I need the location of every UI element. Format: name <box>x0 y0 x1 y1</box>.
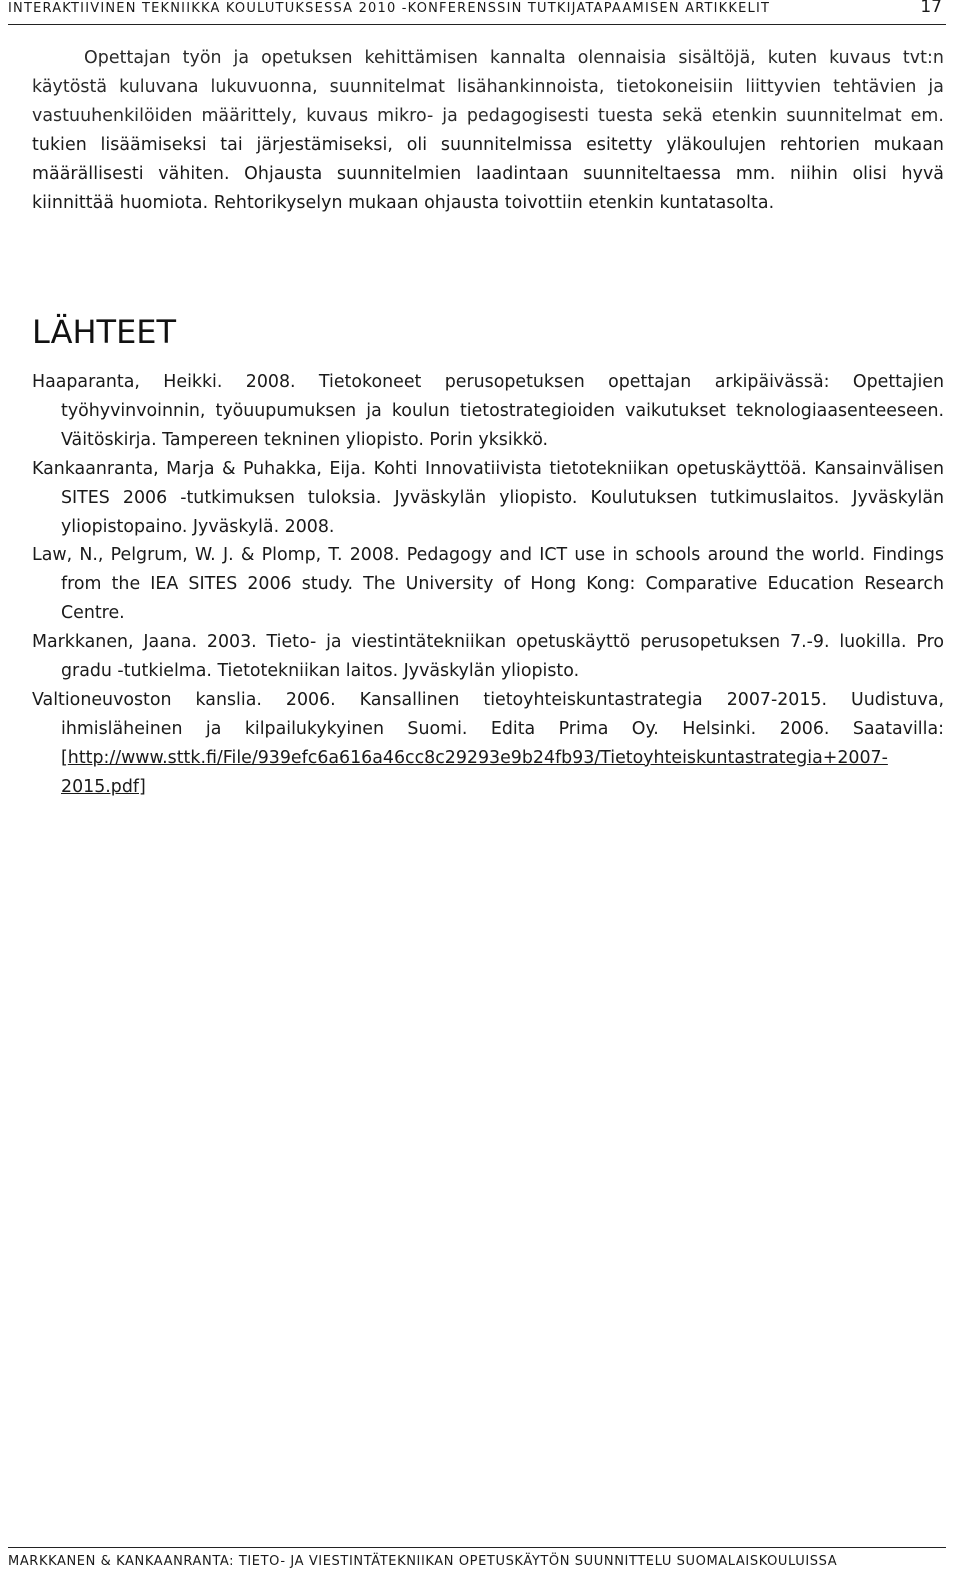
running-head <box>8 0 946 25</box>
reference-item <box>32 628 944 686</box>
reference-item <box>32 455 944 542</box>
link-bracket-close: ] <box>139 776 146 797</box>
reference-item <box>32 541 944 628</box>
footer: MARKKANEN & KANKAANRANTA: TIETO- JA VIESTINTÄTEKNIIKAN OPETUSKÄYTÖN SUUNNITTELU SUOMALAISKOULUISSA <box>8 1547 946 1576</box>
reference-item <box>32 686 944 802</box>
reference-text: Kankaanranta, Marja & Puhakka, Eija. Kohti Innovatiivista tietotekniikan opetuskäyttöä. Kansainvälisen SITES 2006 -tutkimuksen tuloksia. Jyväskylän yliopisto. Koulutuksen tutkimuslaitos. Jyväskylän yliopistopaino. Jyväskylä. 2008. <box>32 458 944 537</box>
reference-item <box>32 368 944 455</box>
section-title: LÄHTEET <box>32 313 177 351</box>
body-paragraph <box>32 44 944 217</box>
reference-text: Haaparanta, Heikki. 2008. Tietokoneet perusopetuksen opettajan arkipäivässä: Opettajien työhyvinvoinnin, työuupumuksen ja koulun tietostrategioiden vaikutukset teknologiaasenteeseen. Väitöskirja. Tampereen tekninen yliopisto. Porin yksikkö. <box>32 372 944 450</box>
link-bracket-open: [ <box>61 747 68 768</box>
body-paragraph-part2: tukien lisäämiseksi tai järjestämiseksi, oli suunnitelmissa esitetty yläkoulujen rehtorien mukaan määrällisesti vähiten. Ohjausta suunnitelmien laadintaan suunniteltaessa mm. niihin olisi hyvä kiinnittää huomiota. Rehtorikyselyn mukaan ohjausta toivottiin etenkin kuntatasolta. <box>32 134 944 213</box>
reference-text: Law, N., Pelgrum, W. J. & Plomp, T. 2008. Pedagogy and ICT use in schools around the world. Findings from the IEA SITES 2006 study. The University of Hong Kong: Comparative Education Research Centre. <box>32 545 944 624</box>
reference-list <box>32 368 944 802</box>
reference-text: Markkanen, Jaana. 2003. Tieto- ja viestintätekniikan opetuskäyttö perusopetuksen 7.-9. luokilla. Pro gradu -tutkielma. Tietotekniikan laitos. Jyväskylän yliopisto. <box>32 632 944 682</box>
running-head-title: INTERAKTIIVINEN TEKNIIKKA KOULUTUKSESSA 2010 -KONFERENSSIN TUTKIJATAPAAMISEN ARTIKKELIT <box>8 1 771 16</box>
body-paragraph-part1: Opettajan työn ja opetuksen kehittämisen kannalta olennaisia sisältöjä, kuten kuvaus tvt:n käytöstä kuluvana lukuvuonna, suunnitelmat lisähankinnoista, tietokoneisiin liittyvien tehtävien ja vastuuhenkilöiden määrittely, kuvaus mikro- ja pedagogisesti tuesta sekä etenkin suunnitelmat em. <box>32 48 944 126</box>
reference-text: Valtioneuvoston kanslia. 2006. Kansallinen tietoyhteiskuntastrategia 2007-2015. Uudistuva, ihmisläheinen ja kilpailukykyinen Suomi. Edita Prima Oy. Helsinki. 2006. Saatavilla: <box>32 689 944 739</box>
page-number: 17 <box>920 0 942 17</box>
reference-link[interactable]: http://www.sttk.fi/File/939efc6a616a46cc8c29293e9b24fb93/Tietoyhteiskuntastrategia+2007-2015.pdf <box>61 747 888 797</box>
